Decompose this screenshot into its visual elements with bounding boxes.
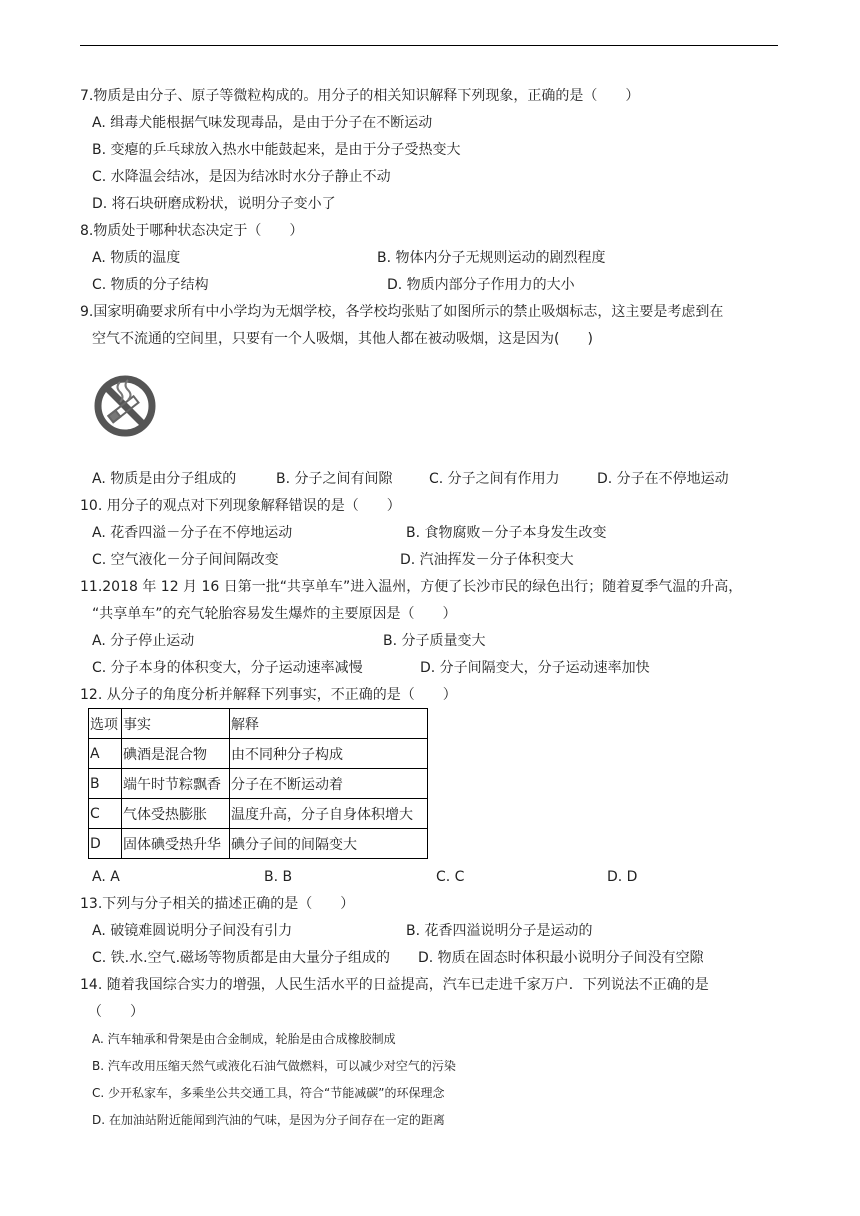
q13-option-c: C. 铁.水.空气.磁场等物质都是由大量分子组成的 <box>92 950 391 966</box>
table-cell: B <box>89 769 122 799</box>
table-cell: A <box>89 739 122 769</box>
table-cell: 分子在不断运动着 <box>230 769 428 799</box>
q12-option-d: D. D <box>607 869 638 885</box>
table-row <box>89 769 428 799</box>
q11-option-b: B. 分子质量变大 <box>383 633 486 649</box>
q12-option-c: C. C <box>436 869 465 885</box>
q7-stem: 7.物质是由分子、原子等微粒构成的。用分子的相关知识解释下列现象，正确的是（ ） <box>80 88 640 104</box>
table-header-cell: 解释 <box>230 709 428 739</box>
q8-option-a: A. 物质的温度 <box>92 250 181 266</box>
table-cell: 气体受热膨胀 <box>122 799 230 829</box>
q12-table <box>88 708 428 859</box>
q11-option-d: D. 分子间隔变大，分子运动速率加快 <box>420 660 650 676</box>
table-cell: 端午时节粽飘香 <box>122 769 230 799</box>
table-row <box>89 739 428 769</box>
q13-stem: 13.下列与分子相关的描述正确的是（ ） <box>80 896 355 912</box>
table-cell: 碘分子间的间隔变大 <box>230 829 428 859</box>
q12-stem: 12. 从分子的角度分析并解释下列事实，不正确的是（ ） <box>80 687 457 703</box>
q8-stem: 8.物质处于哪种状态决定于（ ） <box>80 223 304 239</box>
q13-option-b: B. 花香四溢说明分子是运动的 <box>406 923 593 939</box>
q7-option-c: C. 水降温会结冰，是因为结冰时水分子静止不动 <box>92 169 391 185</box>
table-cell: 固体碘受热升华 <box>122 829 230 859</box>
q9-option-d: D. 分子在不停地运动 <box>597 471 729 487</box>
q11-stem-line2: “共享单车”的充气轮胎容易发生爆炸的主要原因是（ ） <box>92 606 457 622</box>
q13-option-d: D. 物质在固态时体积最小说明分子间没有空隙 <box>418 950 704 966</box>
q8-option-d: D. 物质内部分子作用力的大小 <box>387 277 575 293</box>
q8-option-c: C. 物质的分子结构 <box>92 277 209 293</box>
q12-option-b: B. B <box>264 869 293 885</box>
q11-stem-line1: 11.2018 年 12 月 16 日第一批“共享单车”进入温州，方便了长沙市民的绿色出行；随着夏季气温的升高， <box>80 579 743 595</box>
q9-option-b: B. 分子之间有间隙 <box>276 471 393 487</box>
table-header-row <box>89 709 428 739</box>
table-cell: 碘酒是混合物 <box>122 739 230 769</box>
table-row <box>89 829 428 859</box>
q14-option-d: D. 在加油站附近能闻到汽油的气味，是因为分子间存在一定的距离 <box>92 1113 445 1127</box>
q14-stem-line1: 14. 随着我国综合实力的增强，人民生活水平的日益提高，汽车已走进千家万户．下列说法不正确的是 <box>80 977 709 993</box>
table-cell: D <box>89 829 122 859</box>
q11-option-c: C. 分子本身的体积变大，分子运动速率减慢 <box>92 660 363 676</box>
q14-option-b: B. 汽车改用压缩天然气或液化石油气做燃料，可以减少对空气的污染 <box>92 1059 456 1073</box>
q14-option-a: A. 汽车轴承和骨架是由合金制成，轮胎是由合成橡胶制成 <box>92 1032 396 1046</box>
q8-option-b: B. 物体内分子无规则运动的剧烈程度 <box>377 250 606 266</box>
q14-stem-line2: （ ） <box>88 1004 144 1020</box>
no-smoking-sign-icon <box>93 360 159 456</box>
q14-option-c: C. 少开私家车，多乘坐公共交通工具，符合“节能减碳”的环保理念 <box>92 1086 445 1100</box>
header-rule <box>80 45 778 46</box>
q7-option-b: B. 变瘪的乒乓球放入热水中能鼓起来，是由于分子受热变大 <box>92 142 461 158</box>
table-cell: C <box>89 799 122 829</box>
table-cell: 温度升高，分子自身体积增大 <box>230 799 428 829</box>
table-cell: 由不同种分子构成 <box>230 739 428 769</box>
q13-option-a: A. 破镜难圆说明分子间没有引力 <box>92 923 293 939</box>
q9-option-c: C. 分子之间有作用力 <box>429 471 560 487</box>
table-header-cell: 选项 <box>89 709 122 739</box>
table-header-cell: 事实 <box>122 709 230 739</box>
q10-option-d: D. 汽油挥发－分子体积变大 <box>400 552 574 568</box>
q11-option-a: A. 分子停止运动 <box>92 633 195 649</box>
q7-option-d: D. 将石块研磨成粉状，说明分子变小了 <box>92 196 336 212</box>
table-row <box>89 799 428 829</box>
q12-option-a: A. A <box>92 869 120 885</box>
q10-option-a: A. 花香四溢－分子在不停地运动 <box>92 525 293 541</box>
q10-option-b: B. 食物腐败－分子本身发生改变 <box>406 525 607 541</box>
q10-stem: 10. 用分子的观点对下列现象解释错误的是（ ） <box>80 498 401 514</box>
q7-option-a: A. 缉毒犬能根据气味发现毒品，是由于分子在不断运动 <box>92 115 433 131</box>
q9-stem-line2: 空气不流通的空间里，只要有一个人吸烟，其他人都在被动吸烟，这是因为( ) <box>92 331 593 347</box>
q10-option-c: C. 空气液化－分子间间隔改变 <box>92 552 279 568</box>
q9-option-a: A. 物质是由分子组成的 <box>92 471 237 487</box>
q9-stem-line1: 9.国家明确要求所有中小学均为无烟学校，各学校均张贴了如图所示的禁止吸烟标志，这主要是考虑到在 <box>80 304 724 320</box>
